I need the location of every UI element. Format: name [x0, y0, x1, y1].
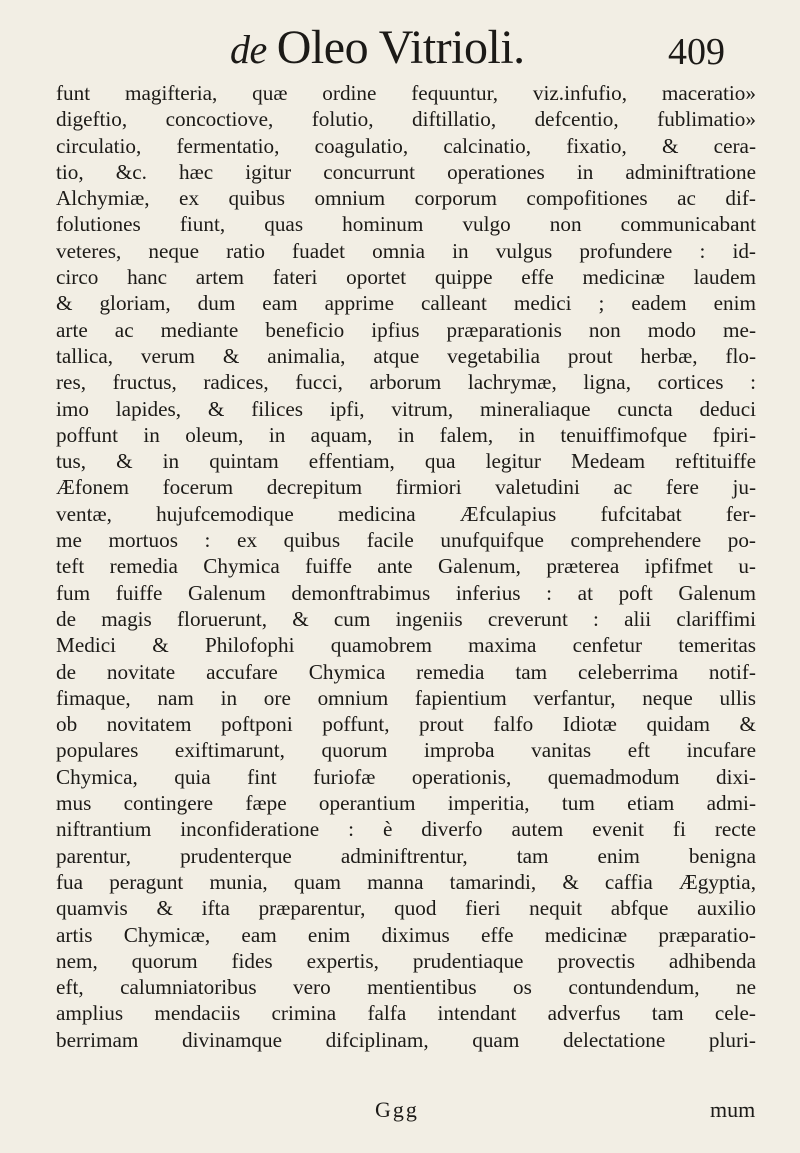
page-header [0, 18, 800, 78]
text-line: me mortuos : ex quibus facile unufquifque comprehendere po- [56, 528, 756, 553]
text-line: amplius mendaciis crimina falfa intendant adverfus tam cele- [56, 1001, 756, 1026]
page-footer [0, 1097, 800, 1127]
text-line: Alchymiæ, ex quibus omnium corporum compofitiones ac dif- [56, 186, 756, 211]
text-line: tio, &c. hæc igitur concurrunt operationes in adminiftratione [56, 159, 756, 184]
text-line: mus contingere fæpe operantium imperitia, tum etiam admi- [56, 791, 756, 816]
text-line: Æfonem focerum decrepitum firmiori valetudini ac fere ju- [56, 475, 756, 500]
text-line: artis Chymicæ, eam enim diximus effe medicinæ præparatio- [56, 922, 756, 947]
text-line: folutiones fiunt, quas hominum vulgo non communicabant [56, 212, 756, 237]
page-number: 409 [668, 31, 725, 73]
body-text [56, 80, 756, 1053]
running-title [230, 18, 525, 80]
signature-mark: Ggg [375, 1097, 419, 1122]
catchword: mum [710, 1097, 756, 1122]
text-line: ob novitatem poftponi poffunt, prout falfo Idiotæ quidam & [56, 712, 756, 737]
text-line: circo hanc artem fateri oportet quippe effe medicinæ laudem [56, 265, 756, 290]
text-line: Medici & Philofophi quamobrem maxima cenfetur temeritas [56, 633, 756, 658]
text-line: arte ac mediante beneficio ipfius præparationis non modo me- [56, 317, 756, 342]
text-line: de novitate accufare Chymica remedia tam celeberrima notif- [56, 659, 756, 684]
text-line: populares exiftimarunt, quorum improba vanitas eft incufare [56, 738, 756, 763]
text-line: fum fuiffe Galenum demonftrabimus inferius : at poft Galenum [56, 580, 756, 605]
text-line: berrimam divinamque difciplinam, quam delectatione pluri- [56, 1027, 756, 1052]
text-line: res, fructus, radices, fucci, arborum lachrymæ, ligna, cortices : [56, 370, 756, 395]
text-line: tus, & in quintam effentiam, qua legitur Medeam reftituiffe [56, 449, 756, 474]
text-line: parentur, prudenterque adminiftrentur, tam enim benigna [56, 843, 756, 868]
text-line: Chymica, quia fint furiofæ operationis, quemadmodum dixi- [56, 764, 756, 789]
text-line: digeftio, concoctiove, folutio, diftillatio, defcentio, fublimatio» [56, 107, 756, 132]
text-line: fimaque, nam in ore omnium fapientium verfantur, neque ullis [56, 685, 756, 710]
text-line: tallica, verum & animalia, atque vegetabilia prout herbæ, flo- [56, 343, 756, 368]
text-line: de magis floruerunt, & cum ingeniis creverunt : alii clariffimi [56, 606, 756, 631]
text-line: imo lapides, & filices ipfi, vitrum, mineraliaque cuncta deduci [56, 396, 756, 421]
text-line: & gloriam, dum eam apprime calleant medici ; eadem enim [56, 291, 756, 316]
text-line: circulatio, fermentatio, coagulatio, calcinatio, fixatio, & cera- [56, 133, 756, 158]
running-title-prefix: de [230, 27, 267, 72]
text-line: fua peragunt munia, quam manna tamarindi, & caffia Ægyptia, [56, 869, 756, 894]
text-line: poffunt in oleum, in aquam, in falem, in tenuiffimofque fpiri- [56, 422, 756, 447]
text-line: niftrantium inconfideratione : è diverfo autem evenit fi recte [56, 817, 756, 842]
text-line: teft remedia Chymica fuiffe ante Galenum, præterea ipfifmet u- [56, 554, 756, 579]
text-line: funt magifteria, quæ ordine fequuntur, viz.infufio, maceratio» [56, 81, 756, 105]
text-line: veteres, neque ratio fuadet omnia in vulgus profundere : id- [56, 238, 756, 263]
text-line: ventæ, hujufcemodique medicina Æfculapius fufcitabat fer- [56, 501, 756, 526]
text-line: eft, calumniatoribus vero mentientibus os contundendum, ne [56, 975, 756, 1000]
running-title-text: Oleo Vitrioli. [276, 21, 525, 74]
text-line: nem, quorum fides expertis, prudentiaque provectis adhibenda [56, 948, 756, 973]
text-line: quamvis & ifta præparentur, quod fieri nequit abfque auxilio [56, 896, 756, 921]
